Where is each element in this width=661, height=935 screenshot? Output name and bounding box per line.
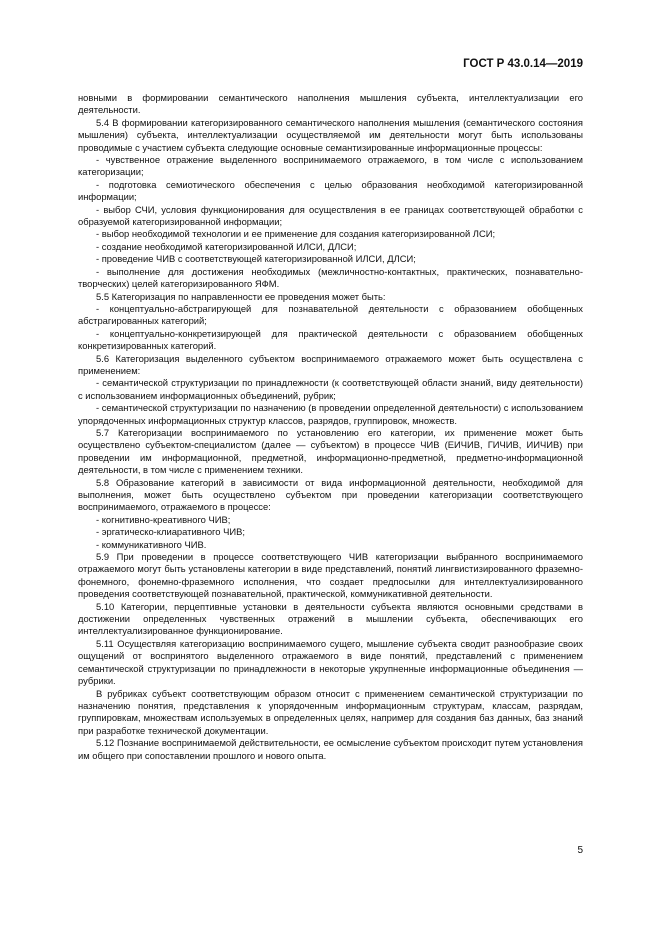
paragraph: 5.5 Категоризация по направленности ее проведения может быть: <box>96 290 386 302</box>
list-item: - эргатическо-клиаративного ЧИВ; <box>96 526 245 538</box>
list-item: - выбор СЧИ, условия функционирования для осуществления в ее границах соответствующей обработки с образуемой категоризированной информации; <box>78 203 583 228</box>
document-header: ГОСТ Р 43.0.14—2019 <box>463 58 583 70</box>
paragraph: 5.8 Образование категорий в зависимости от вида информационной деятельности, необходимой для выполнения, может быть осуществлено субъектом при проведении категоризации соответствующего воспринимаемого, отражаемого в процессе: <box>78 476 583 513</box>
paragraph: 5.4 В формировании категоризированного семантического наполнения мышления (семантического состояния мышления) субъекта, интеллектуализации осуществляемой им деятельности могут быть использованы проводимые с участием субъекта следующие основные семантизированные информационные процессы: <box>78 116 583 153</box>
list-item: - когнитивно-креативного ЧИВ; <box>96 513 231 525</box>
list-item: - выбор необходимой технологии и ее применение для создания категоризированной ЛСИ; <box>96 228 496 240</box>
paragraph: 5.12 Познание воспринимаемой действительности, ее осмысление субъектом происходит путем установления им общего при сопоставлении прошлого и нового опыта. <box>78 737 583 761</box>
paragraph: В рубриках субъект соответствующим образом относит с применением семантической структуризации по назначению понятия, представления к упорядоченным информационным структурам, классам, разрядам, группировкам, множествам используемых в определенных целях, например для создания баз данных, баз знаний при разработке технической документации. <box>78 687 583 736</box>
list-item: - выполнение для достижения необходимых (межличностно-контактных, практических, познавательно-творческих) целей категоризированного ЯФМ. <box>78 265 583 290</box>
paragraph: новными в формировании семантического наполнения мышления субъекта, интеллектуализации его деятельности. <box>78 92 583 116</box>
list-item: - подготовка семиотического обеспечения с целью образования необходимой категоризированной информации; <box>78 178 583 203</box>
paragraph: 5.11 Осуществляя категоризацию воспринимаемого сущего, мышление субъекта сводит разнообразие своих ощущений от воспринятого выделенного отражаемого в виде понятий, представлений с применением семантической структуризации по принадлежности в некоторые укрупненные информационные объединения — рубрики. <box>78 637 583 687</box>
paragraph: 5.6 Категоризация выделенного субъектом воспринимаемого отражаемого может быть осуществлена с применением: <box>78 352 583 376</box>
list-item: - проведение ЧИВ с соответствующей категоризированной ИЛСИ, ДЛСИ; <box>96 253 416 265</box>
list-item: - концептуально-конкретизирующей для практической деятельности с образованием обобщенных конкретизированных категорий. <box>78 327 583 352</box>
list-item: - семантической структуризации по назначению (в проведении определенной деятельности) с использованием упорядоченных информационных структур классов, разрядов, группировок, множеств. <box>78 402 584 426</box>
list-item: - семантической структуризации по принадлежности (к соответствующей области знаний, виду деятельности) с использованием информационных объединений, рубрик; <box>78 377 583 401</box>
list-item: - коммуникативного ЧИВ. <box>96 538 207 550</box>
paragraph: 5.7 Категоризации воспринимаемого по установлению его категории, их применение может быть осуществлено субъектом-специалистом (далее — субъектом) в процессе ЧИВ (ЕИЧИВ, ГИЧИВ, ИИЧИВ) при проведении им информационной, предметной, информационно-предметной, предметно-информационной деятельности, в том числе с применением техники. <box>78 426 583 476</box>
list-item: - чувственное отражение выделенного воспринимаемого отражаемого, в том числе с использованием категоризации; <box>78 154 583 178</box>
page-number: 5 <box>577 845 583 856</box>
paragraph: 5.10 Категории, перцептивные установки в деятельности субъекта являются основными средствами в достижении определенных чувственных отражений в мышлении субъекта, обеспечивающих его интеллектуализированное функционирование. <box>78 600 583 637</box>
paragraph: 5.9 При проведении в процессе соответствующего ЧИВ категоризации выбранного воспринимаемого отражаемого могут быть установлены категории в виде представлений, понятий лингвистизированного фраземно-фонемного, фонемно-фраземного исполнения, что создает предпосылки для интеллектуализированного проведения соответствующей познавательной, практической, коммуникативной деятельности. <box>78 551 583 600</box>
document-body <box>78 92 583 762</box>
list-item: - концептуально-абстрагирующей для познавательной деятельности с образованием обобщенных абстрагированных категорий; <box>78 302 583 327</box>
list-item: - создание необходимой категоризированной ИЛСИ, ДЛСИ; <box>96 240 357 252</box>
